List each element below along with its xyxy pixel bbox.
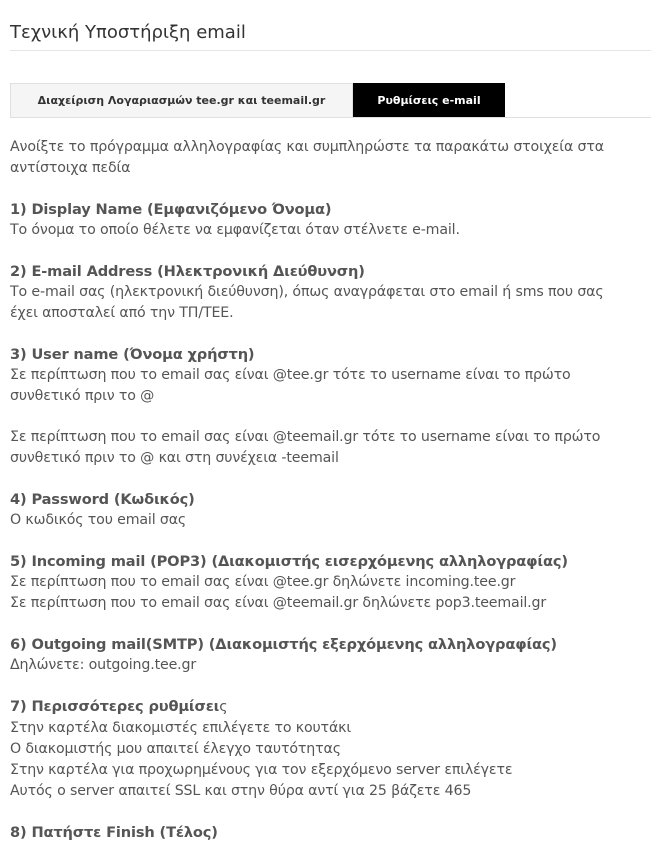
section-text: Ο διακομιστής μου απαιτεί έλεγχο ταυτότητας: [10, 741, 341, 757]
section-text: Σε περίπτωση που το email σας είναι @teemail.gr δηλώνετε pop3.teemail.gr: [10, 595, 547, 611]
section-heading-outgoing-mail: 6) Outgoing mail(SMTP) (Διακομιστής εξερχόμενης αλληλογραφίας): [10, 636, 557, 653]
section-text: Δηλώνετε: outgoing.tee.gr: [10, 657, 197, 673]
tab-account-management[interactable]: Διαχείριση Λογαριασμών tee.gr και teemail.gr: [10, 83, 353, 117]
section-heading-incoming-mail: 5) Incoming mail (POP3) (Διακομιστής εισερχόμενης αλληλογραφίας): [10, 553, 568, 570]
title-divider: [10, 50, 651, 51]
section-text: Στην καρτέλα διακομιστές επιλέγετε το κουτάκι: [10, 720, 352, 736]
section-heading-email-address: 2) E-mail Address (Ηλεκτρονική Διεύθυνση): [10, 263, 365, 280]
section-text: Αυτός ο server απαιτεί SSL και στην θύρα αντί για 25 βάζετε 465: [10, 783, 472, 799]
section-heading-more-settings: [10, 696, 651, 718]
section-heading-display-name: 1) Display Name (Εμφανιζόμενο Όνομα): [10, 201, 332, 218]
section-text: Σε περίπτωση που το email σας είναι @tee.gr δηλώνετε incoming.tee.gr: [10, 574, 516, 590]
intro-line: αντίστοιχα πεδία: [10, 160, 131, 176]
tab-content: [10, 137, 651, 843]
section-text: έχει αποσταλεί από την ΤΠ/ΤΕΕ.: [10, 305, 234, 321]
section-text: Το e-mail σας (ηλεκτρονική διεύθυνση), όπως αναγράφεται στο email ή sms που σας: [10, 284, 604, 300]
section-text: Σε περίπτωση που το email σας είναι @tee.gr τότε το username είναι το πρώτο: [10, 367, 571, 383]
section-heading-password: 4) Password (Κωδικός): [10, 491, 195, 508]
intro-line: Ανοίξτε το πρόγραμμα αλληλογραφίας και συμπληρώστε τα παρακάτω στοιχεία στα: [10, 139, 604, 155]
section-text: Ο κωδικός του email σας: [10, 512, 187, 528]
section-text: συνθετικό πριν το @ και στη συνέχεια -teemail: [10, 450, 339, 466]
section-text: Το όνομα το οποίο θέλετε να εμφανίζεται όταν στέλνετε e-mail.: [10, 222, 460, 238]
section-heading-text: 7) Περισσότερες ρυθμίσει: [10, 698, 220, 715]
section-heading-finish: 8) Πατήστε Finish (Τέλος): [10, 824, 218, 841]
section-text: Σε περίπτωση που το email σας είναι @teemail.gr τότε το username είναι το πρώτο: [10, 429, 601, 445]
section-text: συνθετικό πριν το @: [10, 388, 155, 404]
tab-bar: [10, 83, 651, 118]
tab-email-settings[interactable]: Ρυθμίσεις e-mail: [353, 83, 505, 117]
page-title: Τεχνική Υποστήριξη email: [10, 22, 246, 43]
section-heading-user-name: 3) User name (Όνομα χρήστη): [10, 346, 255, 363]
section-heading-tail: ς: [219, 699, 228, 715]
section-text: Στην καρτέλα για προχωρημένους για τον εξερχόμενο server επιλέγετε: [10, 762, 513, 778]
